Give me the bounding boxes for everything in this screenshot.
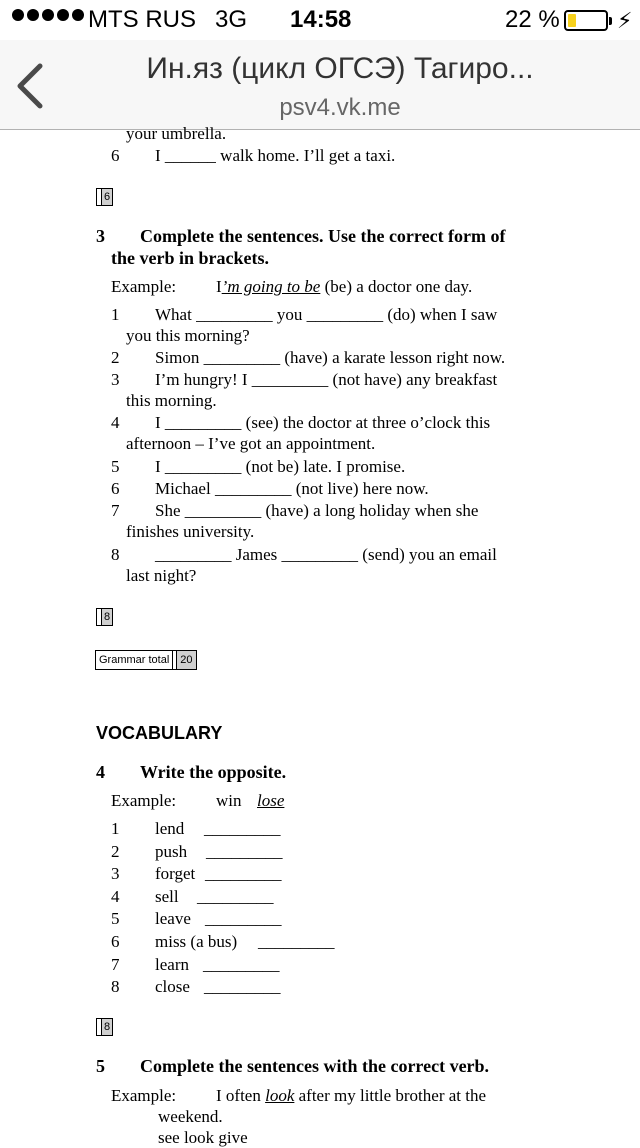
item-number: 8 [111, 545, 120, 564]
exercise-instruction: Complete the sentences with the correct verb. [140, 1056, 490, 1076]
example-label: Example: [111, 1086, 177, 1105]
score-value: 8 [104, 611, 111, 623]
item-number: 3 [111, 864, 120, 884]
grammar-total-score: 20 [177, 651, 195, 669]
example-label: Example: [111, 277, 177, 296]
sentence-text: I ______ walk home. I’ll get a taxi. [155, 146, 396, 165]
grammar-total-label: Grammar total [96, 651, 173, 669]
sentence-text: Simon _________ (have) a karate lesson right now. [155, 348, 506, 367]
item-number: 6 [111, 932, 120, 951]
item-number: 2 [111, 841, 120, 861]
sentence-text: I’m hungry! I _________ (not have) any breakfast [155, 370, 498, 389]
answer-blank[interactable]: _________ [205, 864, 282, 884]
example-answer: lose [257, 791, 285, 810]
answer-blank[interactable]: _________ [258, 932, 335, 951]
answer-blank[interactable]: _________ [206, 841, 283, 861]
sentence-text-cont: you this morning? [126, 326, 250, 345]
document-view[interactable] [0, 124, 640, 1147]
item-number: 5 [111, 909, 120, 929]
exercise-instruction-cont: the verb in brackets. [111, 248, 269, 268]
answer-blank[interactable]: _________ [205, 909, 282, 929]
vocab-word: leave [155, 909, 191, 929]
example-word: win [216, 791, 242, 810]
item-number: 7 [111, 501, 120, 520]
score-box [96, 188, 113, 206]
section-heading: VOCABULARY [96, 723, 223, 743]
sentence-text: I _________ (see) the doctor at three o’clock this [155, 413, 491, 432]
page-url[interactable]: psv4.vk.me [279, 94, 401, 121]
example-answer: ’m going to be [221, 277, 321, 296]
vocab-word: forget [155, 864, 196, 884]
example-sentence: I often look after my little brother at the [216, 1086, 487, 1105]
item-number: 7 [111, 954, 120, 974]
vocab-word: lend [155, 819, 185, 838]
carrier-name: MTS RUS [88, 6, 196, 33]
vocab-word: learn [155, 954, 189, 974]
battery-level-fill [568, 14, 576, 27]
example-label: Example: [111, 791, 177, 810]
exercise-instruction: Write the opposite. [140, 762, 287, 782]
vocab-word: push [155, 841, 188, 861]
sentence-text-cont: finishes university. [126, 522, 255, 541]
example-sentence-cont: weekend. [158, 1107, 223, 1126]
exercise-number: 4 [96, 762, 105, 782]
sentence-text-cont: afternoon – I’ve got an appointment. [126, 434, 376, 453]
status-bar [0, 0, 640, 40]
exercise-number: 5 [96, 1056, 105, 1076]
sentence-text: Michael _________ (not live) here now. [155, 479, 429, 498]
item-number: 3 [111, 370, 120, 389]
clock: 14:58 [290, 6, 352, 33]
answer-blank[interactable]: _________ [203, 954, 280, 974]
item-number: 2 [111, 348, 120, 367]
page-title: Ин.яз (цикл ОГСЭ) Тагиро... [146, 52, 534, 85]
item-number: 4 [111, 886, 120, 906]
sentence-text: She _________ (have) a long holiday when she [155, 501, 479, 520]
score-value: 6 [104, 191, 111, 203]
score-value: 8 [104, 1021, 111, 1033]
grammar-total-box [95, 650, 197, 670]
signal-strength-icon [12, 9, 84, 21]
item-number: 5 [111, 457, 120, 476]
previous-line-text: your umbrella. [126, 124, 227, 143]
chevron-left-icon [8, 58, 58, 114]
example-answer: look [265, 1086, 295, 1105]
item-number: 6 [111, 146, 120, 165]
network-type: 3G [215, 6, 248, 33]
vocab-word: sell [155, 886, 179, 906]
charging-bolt-icon: ⚡︎ [617, 8, 633, 33]
exercise-instruction: Complete the sentences. Use the correct form of [140, 226, 506, 246]
score-box [96, 608, 113, 626]
item-number: 1 [111, 305, 120, 324]
sentence-text-cont: last night? [126, 566, 197, 585]
battery-cap [609, 17, 612, 25]
answer-blank[interactable]: _________ [204, 819, 281, 838]
battery-percent: 22 % [505, 6, 560, 33]
back-button[interactable] [8, 58, 58, 114]
sentence-text: _________ James _________ (send) you an email [155, 545, 497, 564]
word-box: see look give [158, 1128, 248, 1147]
exercise-number: 3 [96, 226, 105, 246]
sentence-text-cont: this morning. [126, 391, 217, 410]
navigation-bar [0, 40, 640, 130]
battery-icon [564, 10, 608, 31]
sentence-text: What _________ you _________ (do) when I saw [155, 305, 498, 324]
vocab-word: miss (a bus) [155, 932, 238, 951]
item-number: 6 [111, 479, 120, 498]
answer-blank[interactable]: _________ [204, 977, 281, 997]
vocab-word: close [155, 977, 190, 997]
sentence-text: I _________ (not be) late. I promise. [155, 457, 406, 476]
example-sentence: I’m going to be (be) a doctor one day. [216, 277, 473, 296]
score-box [96, 1018, 113, 1036]
item-number: 1 [111, 819, 120, 838]
answer-blank[interactable]: _________ [197, 886, 274, 906]
item-number: 4 [111, 413, 120, 432]
item-number: 8 [111, 977, 120, 997]
